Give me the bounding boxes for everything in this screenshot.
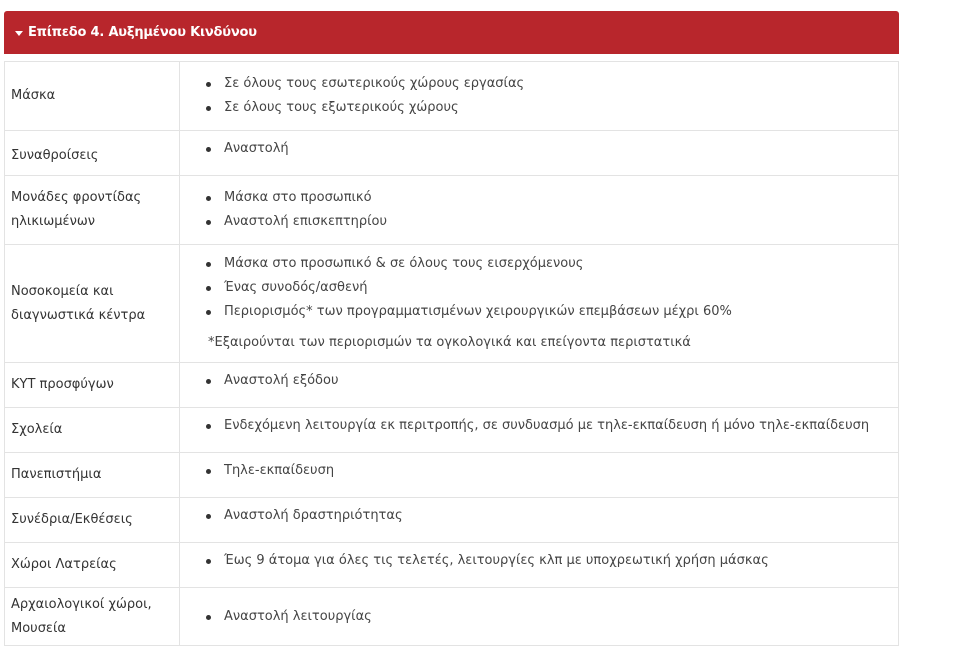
table-row [5, 245, 899, 363]
table-row [5, 588, 899, 646]
measures-table [4, 61, 899, 646]
measure-list [204, 459, 898, 483]
measure-list [204, 549, 898, 573]
measure-list [204, 137, 898, 161]
row-label: Μάσκα [5, 62, 180, 131]
row-label: Συναθροίσεις [5, 131, 180, 176]
list-item: Ενδεχόμενη λειτουργία εκ περιτροπής, σε συνδυασμό με τηλε-εκπαίδευση ή μόνο τηλε-εκπαίδευση [204, 414, 898, 438]
row-label: Πανεπιστήμια [5, 453, 180, 498]
row-value [180, 498, 899, 543]
table-row [5, 363, 899, 408]
measure-list [204, 504, 898, 528]
row-label: Αρχαιολογικοί χώροι, Μουσεία [5, 588, 180, 646]
measure-list [204, 72, 898, 120]
table-row [5, 453, 899, 498]
row-label: Μονάδες φροντίδας ηλικιωμένων [5, 176, 180, 245]
table-row [5, 176, 899, 245]
row-label: Σχολεία [5, 408, 180, 453]
panel-title: Επίπεδο 4. Αυξημένου Κινδύνου [28, 25, 257, 40]
measure-list [204, 605, 898, 629]
list-item: Σε όλους τους εξωτερικούς χώρους [204, 96, 898, 120]
row-value [180, 588, 899, 646]
accordion-panel [4, 11, 899, 646]
measure-list [204, 252, 898, 324]
list-item: Μάσκα στο προσωπικό & σε όλους τους εισερχόμενους [204, 252, 898, 276]
measure-list [204, 369, 898, 393]
list-item: Περιορισμός* των προγραμματισμένων χειρουργικών επεμβάσεων μέχρι 60% [204, 300, 898, 324]
table-row [5, 131, 899, 176]
row-label: ΚΥΤ προσφύγων [5, 363, 180, 408]
list-item: Αναστολή εξόδου [204, 369, 898, 393]
caret-down-icon [15, 31, 23, 36]
table-row [5, 62, 899, 131]
measure-list [204, 186, 898, 234]
row-value [180, 543, 899, 588]
panel-header[interactable] [4, 11, 899, 54]
table-row [5, 498, 899, 543]
row-value [180, 62, 899, 131]
list-item: Σε όλους τους εσωτερικούς χώρους εργασίας [204, 72, 898, 96]
row-value [180, 245, 899, 363]
list-item: Αναστολή επισκεπτηρίου [204, 210, 898, 234]
list-item: Έως 9 άτομα για όλες τις τελετές, λειτουργίες κλπ με υποχρεωτική χρήση μάσκας [204, 549, 898, 573]
row-label: Νοσοκομεία και διαγνωστικά κέντρα [5, 245, 180, 363]
list-item: Αναστολή δραστηριότητας [204, 504, 898, 528]
list-item: Μάσκα στο προσωπικό [204, 186, 898, 210]
footnote: *Εξαιρούνται των περιορισμών τα ογκολογικά και επείγοντα περιστατικά [208, 335, 691, 350]
table-row [5, 543, 899, 588]
list-item: Αναστολή λειτουργίας [204, 605, 898, 629]
measure-list [204, 414, 898, 438]
row-label: Συνέδρια/Εκθέσεις [5, 498, 180, 543]
row-label: Χώροι Λατρείας [5, 543, 180, 588]
list-item: Αναστολή [204, 137, 898, 161]
table-row [5, 408, 899, 453]
row-value [180, 176, 899, 245]
row-value [180, 408, 899, 453]
row-value [180, 131, 899, 176]
row-value [180, 453, 899, 498]
list-item: Ένας συνοδός/ασθενή [204, 276, 898, 300]
list-item: Τηλε-εκπαίδευση [204, 459, 898, 483]
row-value [180, 363, 899, 408]
